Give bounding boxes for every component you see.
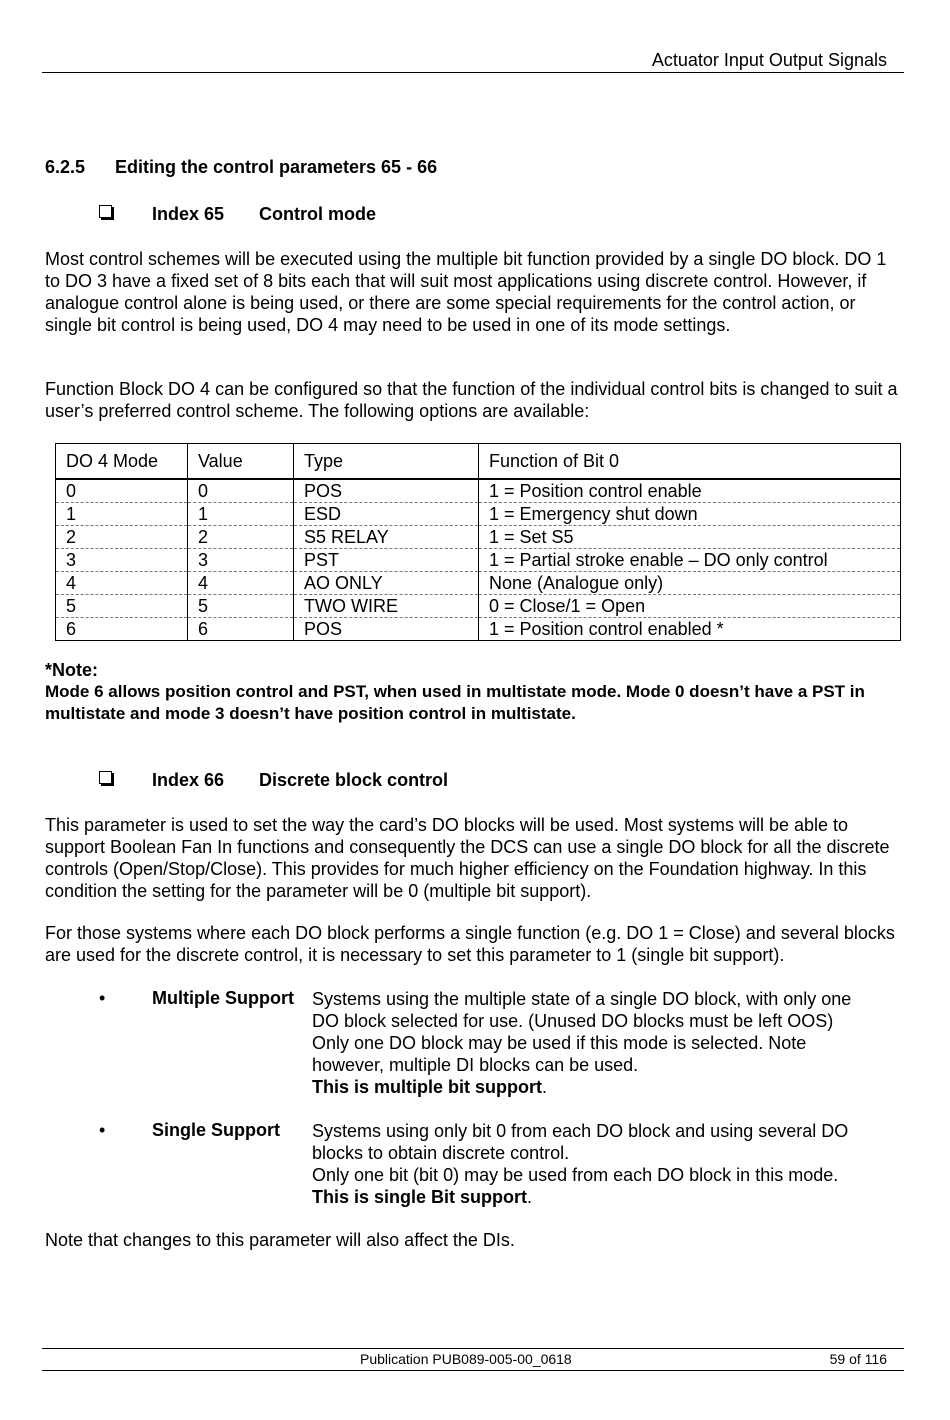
table-row	[56, 503, 901, 526]
table-cell: PST	[294, 549, 479, 572]
table-header-cell: Value	[188, 444, 294, 480]
page-header-title: Actuator Input Output Signals	[651, 50, 887, 70]
table-cell: 3	[56, 549, 188, 572]
table-cell: AO ONLY	[294, 572, 479, 595]
index65-heading: Control mode	[259, 204, 376, 224]
table-row	[56, 595, 901, 618]
bullet-line: Systems using the multiple state of a single DO block, with only one	[312, 989, 852, 1009]
table-cell: 5	[56, 595, 188, 618]
bullet-desc-multiple	[312, 988, 912, 1098]
table-row	[56, 479, 901, 503]
do4-mode-table	[55, 443, 901, 641]
table-cell: 4	[188, 572, 294, 595]
table-cell: POS	[294, 479, 479, 503]
bullet-line: blocks to obtain discrete control.	[312, 1143, 570, 1163]
bullet-desc-single	[312, 1120, 912, 1208]
index66-heading: Discrete block control	[259, 770, 449, 790]
table-row	[56, 549, 901, 572]
checkbox-bullet-icon	[99, 771, 112, 784]
bullet-line: Systems using only bit 0 from each DO block and using several DO	[312, 1121, 849, 1141]
bullet-emphasis: This is multiple bit support	[312, 1077, 543, 1097]
table-header-cell: Function of Bit 0	[479, 444, 901, 480]
index66-label: Index 66	[152, 770, 225, 790]
index65-paragraph-2: Function Block DO 4 can be configured so that the function of the individual control bits is changed to suit a user’s preferred control scheme. The following options are available:	[45, 379, 898, 421]
closing-paragraph: Note that changes to this parameter will also affect the DIs.	[45, 1230, 515, 1250]
table-cell: 1 = Position control enable	[479, 479, 901, 503]
table-cell: POS	[294, 618, 479, 641]
bullet-emphasis-line	[312, 1186, 912, 1208]
footer-divider-top	[42, 1348, 904, 1349]
checkbox-bullet-icon	[99, 205, 112, 218]
bullet-line: DO block selected for use. (Unused DO blocks must be left OOS)	[312, 1011, 834, 1031]
bullet-line: however, multiple DI blocks can be used.	[312, 1055, 639, 1075]
table-cell: 2	[188, 526, 294, 549]
table-cell: 1 = Partial stroke enable – DO only control	[479, 549, 901, 572]
table-cell: 0	[188, 479, 294, 503]
table-cell: S5 RELAY	[294, 526, 479, 549]
table-cell: None (Analogue only)	[479, 572, 901, 595]
bullet-emphasis-suffix: .	[542, 1077, 548, 1097]
table-cell: 1	[188, 503, 294, 526]
section-number: 6.2.5	[45, 157, 86, 177]
table-cell: 1 = Position control enabled *	[479, 618, 901, 641]
bullet-line: Only one DO block may be used if this mode is selected. Note	[312, 1033, 807, 1053]
bullet-label-single: Single Support	[152, 1120, 280, 1140]
bullet-emphasis-suffix: .	[527, 1187, 533, 1207]
table-header-cell: Type	[294, 444, 479, 480]
bullet-dot-icon: •	[99, 988, 106, 1008]
table-cell: 6	[56, 618, 188, 641]
section-title: Editing the control parameters 65 - 66	[115, 157, 438, 177]
table-cell: 1	[56, 503, 188, 526]
table-cell: 4	[56, 572, 188, 595]
table-row	[56, 618, 901, 641]
table-row	[56, 572, 901, 595]
bullet-dot-icon: •	[99, 1120, 106, 1140]
header-divider	[42, 72, 904, 73]
footer-publication: Publication PUB089-005-00_0618	[360, 1351, 572, 1367]
note-text: Mode 6 allows position control and PST, when used in multistate mode. Mode 0 doesn’t have a PST in multistate and mode 3 doesn’t have position control in multistate.	[45, 682, 865, 723]
bullet-emphasis: This is single Bit support	[312, 1187, 528, 1207]
bullet-line: Only one bit (bit 0) may be used from each DO block in this mode.	[312, 1165, 839, 1185]
index66-paragraph-1: This parameter is used to set the way the card’s DO blocks will be used. Most systems will be able to support Boolean Fan In functions and consequently the DCS can use a single DO block for all the discrete controls (Open/Stop/Close). This provides for much higher efficiency on the Foundation highway. In this condition the setting for the parameter will be 0 (multiple bit support).	[45, 815, 890, 901]
bullet-label-multiple: Multiple Support	[152, 988, 294, 1008]
table-cell: 3	[188, 549, 294, 572]
bullet-emphasis-line	[312, 1076, 912, 1098]
table-cell: 0 = Close/1 = Open	[479, 595, 901, 618]
table-header-cell: DO 4 Mode	[56, 444, 188, 480]
table-cell: 2	[56, 526, 188, 549]
table-cell: 1 = Emergency shut down	[479, 503, 901, 526]
table-cell: 6	[188, 618, 294, 641]
footer-divider-bottom	[42, 1370, 904, 1371]
table-cell: 5	[188, 595, 294, 618]
index65-label: Index 65	[152, 204, 225, 224]
footer-page-number: 59 of 116	[829, 1351, 887, 1367]
table-header-row	[56, 444, 901, 480]
index66-paragraph-2: For those systems where each DO block performs a single function (e.g. DO 1 = Close) and several blocks are used for the discrete control, it is necessary to set this parameter to 1 (single bit support).	[45, 923, 895, 965]
table-row	[56, 526, 901, 549]
note-label: *Note:	[45, 660, 98, 680]
table-cell: TWO WIRE	[294, 595, 479, 618]
table-cell: 1 = Set S5	[479, 526, 901, 549]
table-cell: ESD	[294, 503, 479, 526]
table-cell: 0	[56, 479, 188, 503]
index65-paragraph-1: Most control schemes will be executed using the multiple bit function provided by a single DO block. DO 1 to DO 3 have a fixed set of 8 bits each that will suit most applications using discrete control. However, if analogue control alone is being used, or there are some special requirements for the control action, or single bit control is being used, DO 4 may need to be used in one of its mode settings.	[45, 249, 887, 335]
